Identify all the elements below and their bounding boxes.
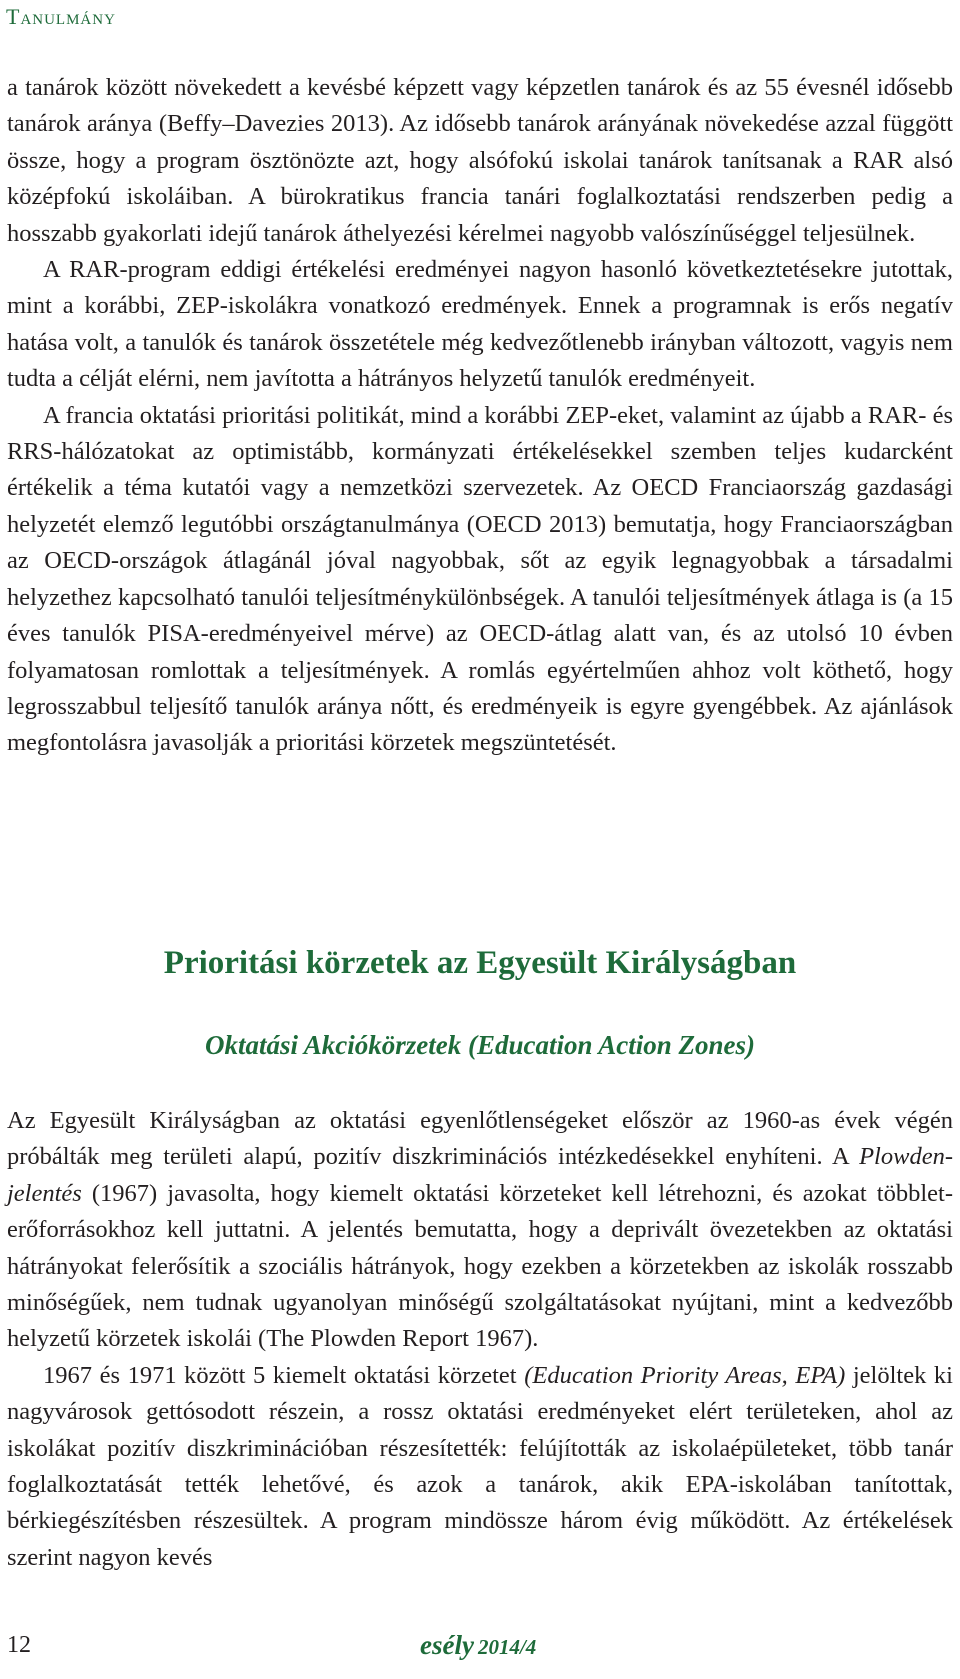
section-subheading: Oktatási Akciókörzetek (Education Action Zones) [204, 1030, 755, 1060]
article-body-top [7, 70, 953, 762]
text-run: 1967 és 1971 között 5 kiemelt oktatási körzetet [43, 1361, 525, 1389]
section-heading: Prioritási körzetek az Egyesült Királyságban [163, 945, 797, 981]
running-head: Tanulmány [6, 4, 116, 29]
paragraph [7, 1358, 953, 1576]
text-run: jelöltek ki nagyvárosok gettósodott részein, a rossz oktatási eredményeket elért területeken, ahol az iskolákat pozitív diszkriminációban részesítették: felújították az iskolaépületeket, több tanár foglalkoztatását tették lehetővé, és azok a tanárok, akik EPA-iskolában tanítottak, bérkiegészítésben részesültek. A program mindössze három évig működött. Az értékelések szerint nagyon kevés [7, 1361, 953, 1571]
article-body-uk [7, 1103, 953, 1576]
page-footer [0, 1632, 960, 1672]
paragraph: a tanárok között növekedett a kevésbé képzett vagy képzetlen tanárok és az 55 évesnél idősebb tanárok aránya (Beffy–Davezies 2013). Az idősebb tanárok arányának növekedése azzal függött össze, hogy a program ösztönözte azt, hogy alsófokú iskolai tanárok tanítsanak a RAR alsó középfokú iskoláiban. A bürokratikus francia tanári foglalkoztatási rendszerben pedig a hosszabb gyakorlati idejű tanárok áthelyezési kérelmei nagyobb valószínűséggel teljesülnek. [7, 74, 953, 247]
journal-name [420, 1630, 536, 1661]
page-number: 12 [7, 1632, 31, 1658]
paragraph: A RAR-program eddigi értékelési eredményei nagyon hasonló következtetésekre jutottak, mint a korábbi, ZEP-iskolákra vonatkozó eredmények. Ennek a programnak is erős negatív hatása volt, a tanulók és tanárok összetétele még kedvezőtlenebb irányban változott, vagyis nem tudta a célját elérni, nem javította a hátrányos helyzetű tanulók eredményeit. [7, 256, 953, 393]
paragraph: A francia oktatási prioritási politikát, mind a korábbi ZEP-eket, valamint az újabb a RAR- és RRS-hálózatokat az optimistább, kormányzati értékelésekkel szemben teljes kudarcként értékelik a téma kutatói vagy a nemzetközi szervezetek. Az OECD Franciaország gazdasági helyzetét elemző legutóbbi országtanulmánya (OECD 2013) bemutatja, hogy Franciaországban az OECD-országok átlagánál jóval nagyobbak, sőt az egyik legnagyobbak a társadalmi helyzethez kapcsolható tanulói teljesítménykülönbségek. A tanulói teljesítmények átlaga is (a 15 éves tanulók PISA-eredményeivel mérve) az OECD-átlag alatt van, és az utolsó 10 évben folyamatosan romlottak a teljesítmények. A romlás egyértelműen ahhoz volt köthető, hogy legrosszabbul teljesítő tanulók aránya nőtt, és eredményeik is egyre gyengébbek. Az ajánlások megfontolásra javasolják a prioritási körzetek megszüntetését. [7, 401, 953, 757]
paragraph [7, 1103, 953, 1358]
report-title: Plowden-jelentés [7, 1143, 953, 1207]
text-run: Az Egyesült Királyságban az oktatási egyenlőtlenségeket először az 1960-as évek végén próbálták meg területi alapú, pozitív diszkriminációs intézkedésekkel enyhíteni. A [7, 1107, 953, 1171]
text-run: (1967) javasolta, hogy kiemelt oktatási körzeteket kell létrehozni, és azokat többlet-erőforrásokhoz kell juttatni. A jelentés bemutatta, hogy a deprivált övezetekben az oktatási hátrányokat felerősítik a szociális hátrányok, hogy ezekben a körzetekben az iskolák rosszabb minőségűek, nem tudnak ugyanolyan minőségű szolgáltatásokat nyújtani, mint a kedvezőbb helyzetű körzetek iskolái (The Plowden Report 1967). [7, 1179, 953, 1353]
program-name: (Education Priority Areas, EPA) [524, 1361, 846, 1389]
journal-issue: 2014/4 [477, 1635, 537, 1659]
journal-title: esély [420, 1630, 474, 1660]
